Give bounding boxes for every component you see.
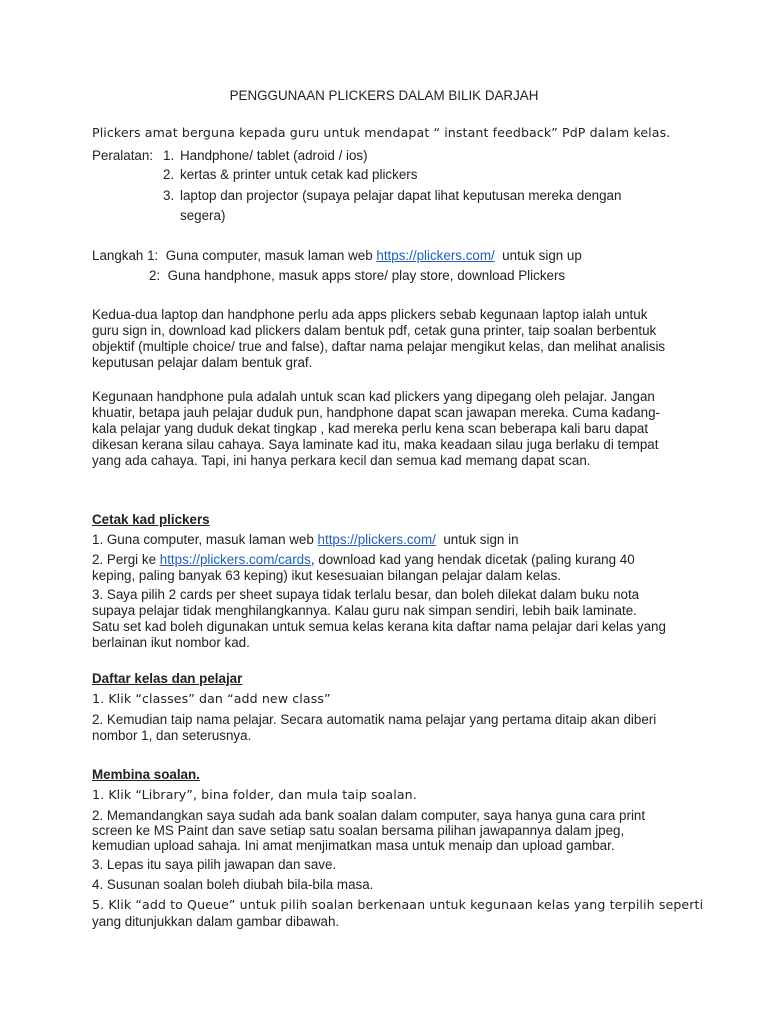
cetak-step-3-line: berlainan ikut nombor kad.	[92, 635, 250, 650]
plickers-signin-link[interactable]: https://plickers.com/	[317, 532, 436, 547]
cetak-step-3-line: supaya pelajar tidak menghilangkannya. Kalau guru nak simpan sendiri, lebih baik laminate.	[92, 603, 637, 618]
para2-line: kala pelajar yang duduk dekat tingkap , kad mereka perlu kena scan beberapa kali baru dapat	[92, 421, 649, 436]
cetak-step-3-line: Satu set kad boleh digunakan untuk semua kelas kerana kita daftar nama pelajar dari kelas yang	[92, 619, 666, 634]
langkah-1-text: Guna computer, masuk laman web	[165, 248, 373, 263]
langkah-2	[149, 268, 565, 284]
equipment-item-3-line2: segera)	[180, 208, 226, 223]
daftar-step-1: 1. Klik “classes” dan “add new class”	[92, 691, 331, 706]
cetak-step-2-text: 2. Pergi ke	[92, 552, 157, 567]
cetak-heading: Cetak kad plickers	[92, 512, 210, 527]
membina-step-5-line2: yang ditunjukkan dalam gambar dibawah.	[92, 914, 340, 929]
membina-step-1: 1. Klik “Library”, bina folder, dan mula taip soalan.	[92, 787, 417, 802]
para1-line: keputusan pelajar dalam bentuk graf.	[92, 355, 313, 370]
para2-line: khuatir, betapa jauh pelajar duduk pun, handphone dapat scan jawapan mereka. Cuma kadang-	[92, 405, 661, 420]
equipment-item-1-number: 1.	[163, 148, 175, 163]
membina-step-5-line1: 5. Klik “add to Queue” untuk pilih soalan berkenaan untuk kegunaan kelas yang terpilih seperti	[92, 897, 704, 912]
para2-line: Kegunaan handphone pula adalah untuk scan kad plickers yang dipegang oleh pelajar. Jangan	[92, 389, 655, 404]
equipment-item-1: Handphone/ tablet (adroid / ios)	[180, 148, 368, 163]
membina-step-4: 4. Susunan soalan boleh diubah bila-bila masa.	[92, 877, 374, 892]
langkah-1-after: untuk sign up	[502, 248, 582, 263]
para1-line: Kedua-dua laptop dan handphone perlu ada apps plickers sebab kegunaan laptop ialah untuk	[92, 307, 648, 322]
membina-step-2-line: screen ke MS Paint dan save setiap satu soalan bersama pilihan jawapannya dalam jpeg,	[92, 823, 625, 838]
equipment-item-3-number: 3.	[163, 188, 175, 203]
daftar-step-2-line: nombor 1, dan seterusnya.	[92, 728, 252, 743]
cetak-step-2-after: , download kad yang hendak dicetak (paling kurang 40	[310, 552, 635, 567]
cetak-step-2-line2: keping, paling banyak 63 keping) ikut kesesuaian bilangan pelajar dalam kelas.	[92, 568, 561, 583]
equipment-item-2-number: 2.	[163, 167, 175, 182]
membina-step-2-line: 2. Memandangkan saya sudah ada bank soalan dalam computer, saya hanya guna cara print	[92, 808, 646, 823]
document-title: PENGGUNAAN PLICKERS DALAM BILIK DARJAH	[229, 88, 539, 103]
plickers-signup-link[interactable]: https://plickers.com/	[376, 248, 495, 263]
daftar-step-2-line: 2. Kemudian taip nama pelajar. Secara automatik nama pelajar yang pertama ditaip akan diberi	[92, 712, 657, 727]
cetak-step-2	[92, 552, 635, 568]
para2-line: dikesan kerana silau cahaya. Saya laminate kad itu, maka keadaan silau juga berlaku di tempat	[92, 437, 659, 452]
daftar-heading: Daftar kelas dan pelajar	[92, 671, 243, 686]
equipment-item-3-line1: laptop dan projector (supaya pelajar dapat lihat keputusan mereka dengan	[180, 188, 622, 203]
langkah-1	[92, 248, 582, 264]
langkah-2-label: 2:	[149, 268, 161, 283]
plickers-cards-link[interactable]: https://plickers.com/cards	[159, 552, 311, 567]
membina-step-3: 3. Lepas itu saya pilih jawapan dan save.	[92, 857, 337, 872]
langkah-2-text: Guna handphone, masuk apps store/ play store, download Plickers	[167, 268, 566, 283]
equipment-item-2: kertas & printer untuk cetak kad plickers	[180, 167, 418, 182]
cetak-step-3-line: 3. Saya pilih 2 cards per sheet supaya tidak terlalu besar, dan boleh dilekat dalam buku nota	[92, 587, 640, 602]
peralatan-label: Peralatan:	[92, 148, 154, 163]
para1-line: guru sign in, download kad plickers dalam bentuk pdf, cetak guna printer, taip soalan berbentuk	[92, 323, 657, 338]
intro-line: Plickers amat berguna kepada guru untuk mendapat “ instant feedback” PdP dalam kelas.	[92, 125, 671, 140]
langkah-1-label: Langkah 1:	[92, 248, 159, 263]
para1-line: objektif (multiple choice/ true and false), daftar nama pelajar mengikut kelas, dan melihat analisis	[92, 339, 666, 354]
cetak-step-1-after: untuk sign in	[443, 532, 519, 547]
membina-step-2-line: kemudian upload sahaja. Ini amat menjimatkan masa untuk menaip dan upload gambar.	[92, 838, 615, 853]
membina-heading: Membina soalan.	[92, 767, 200, 782]
cetak-step-1	[92, 532, 519, 548]
cetak-step-1-text: 1. Guna computer, masuk laman web	[92, 532, 314, 547]
para2-line: yang ada cahaya. Tapi, ini hanya perkara kecil dan semua kad memang dapat scan.	[92, 453, 591, 468]
